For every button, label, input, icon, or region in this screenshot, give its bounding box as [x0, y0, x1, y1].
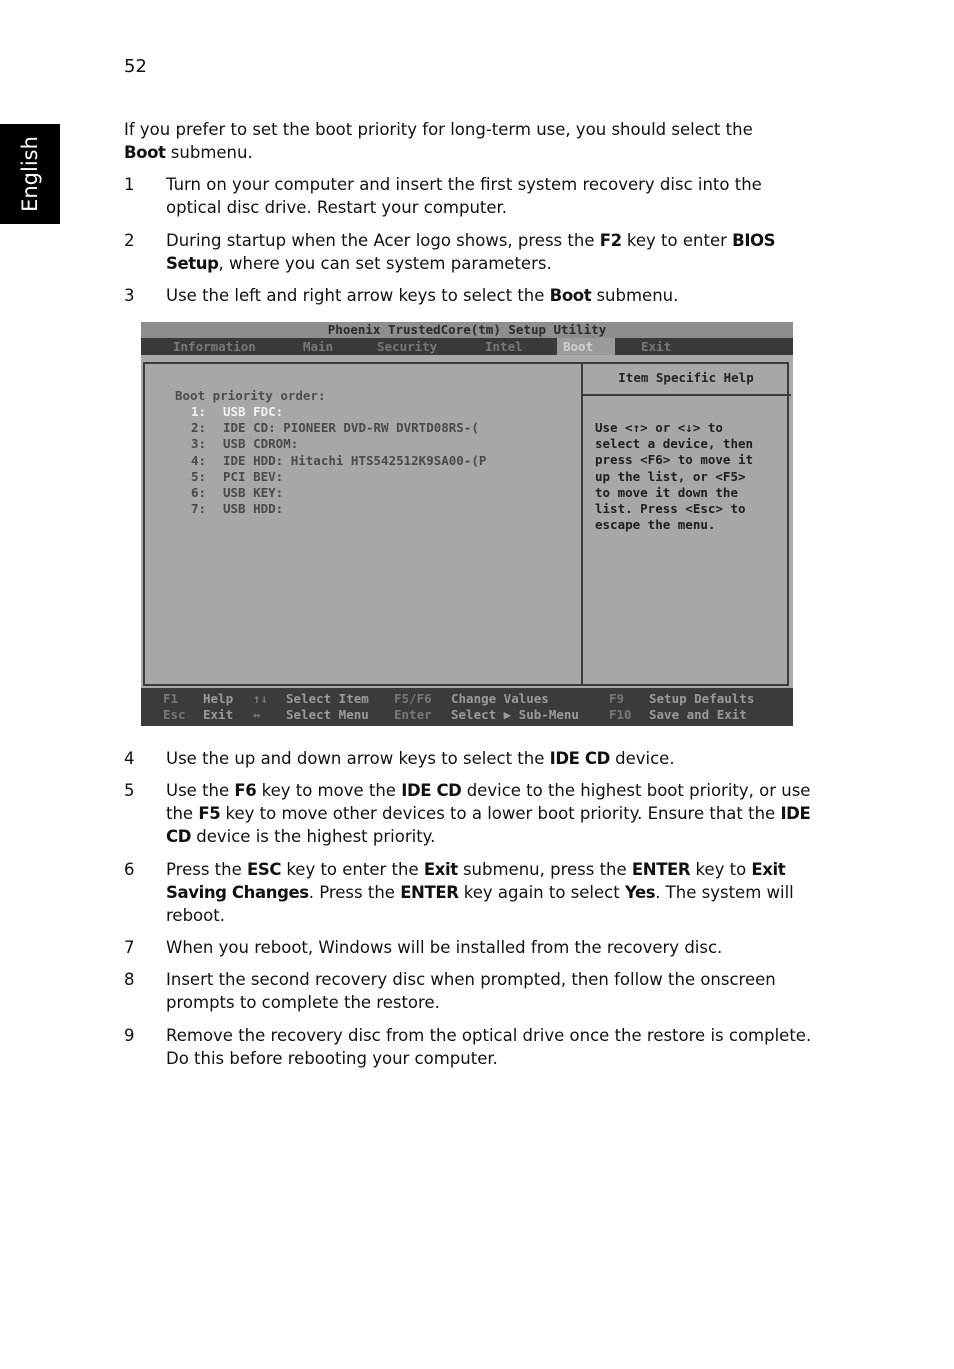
boot-item: 4: IDE HDD: Hitachi HTS542512K9SA00-(P	[191, 452, 487, 468]
step-5	[124, 779, 814, 848]
footer-key-f5f6: F5/F6	[394, 691, 432, 706]
step-text: Use the F6 key to move the IDE CD device to the highest boot priority, or use the F5 key to move other devices to a lower boot priority. Ensure that the IDE CD device is the highest priority.	[166, 781, 811, 846]
intro-keyword: Boot	[124, 143, 166, 162]
bios-footer	[141, 688, 793, 726]
language-tab	[0, 124, 60, 224]
step-1	[124, 173, 814, 219]
step-number: 6	[124, 860, 135, 879]
boot-item: 1: USB FDC:	[191, 404, 284, 419]
boot-priority-list	[191, 404, 486, 517]
step-text: During startup when the Acer logo shows, press the F2 key to enter BIOS Setup, where you can set system parameters.	[166, 231, 776, 273]
footer-key-f10: F10	[609, 707, 632, 722]
step-number: 4	[124, 749, 135, 768]
bios-menu-boot: Boot	[557, 338, 615, 355]
bios-menu-security: Security	[377, 339, 438, 354]
step-text: Turn on your computer and insert the first system recovery disc into the optical disc drive. Restart your computer.	[166, 175, 762, 217]
page-number: 52	[124, 56, 147, 77]
step-text: When you reboot, Windows will be installed from the recovery disc.	[166, 938, 723, 957]
intro-text: If you prefer to set the boot priority for long-term use, you should select the	[124, 120, 753, 139]
boot-item: 3: USB CDROM:	[191, 436, 299, 452]
step-text: Use the up and down arrow keys to select the IDE CD device.	[166, 749, 675, 768]
step-8	[124, 968, 814, 1014]
boot-item: 6: USB KEY:	[191, 484, 284, 500]
footer-select-menu: Select Menu	[286, 707, 369, 722]
step-9	[124, 1024, 814, 1070]
bios-title: Phoenix TrustedCore(tm) Setup Utility	[141, 322, 793, 338]
footer-save-exit: Save and Exit	[649, 707, 747, 722]
step-6	[124, 858, 814, 927]
bios-menu-exit: Exit	[641, 339, 672, 354]
step-number: 1	[124, 175, 135, 194]
footer-setup-defaults: Setup Defaults	[649, 691, 755, 706]
updown-arrows-icon: ↑↓	[253, 691, 269, 706]
step-7	[124, 936, 814, 959]
boot-item: 5: PCI BEV:	[191, 468, 284, 484]
step-4	[124, 747, 814, 770]
footer-key-f1: F1	[163, 691, 179, 706]
leftright-arrows-icon: ↔	[253, 707, 261, 722]
bios-panel-divider	[581, 364, 583, 684]
step-number: 8	[124, 970, 135, 989]
step-text: Press the ESC key to enter the Exit submenu, press the ENTER key to Exit Saving Changes. Press the ENTER key again to select Yes. The system will reboot.	[166, 860, 794, 925]
intro-text-end: submenu.	[165, 143, 253, 162]
step-text: Remove the recovery disc from the optical drive once the restore is complete. Do this before rebooting your computer.	[166, 1026, 812, 1068]
language-tab-label: English	[18, 136, 42, 212]
step-text: Insert the second recovery disc when prompted, then follow the onscreen prompts to complete the restore.	[166, 970, 776, 1012]
bios-menu-information: Information	[173, 339, 256, 354]
step-number: 3	[124, 286, 135, 305]
step-number: 2	[124, 231, 135, 250]
step-3	[124, 284, 814, 307]
step-number: 9	[124, 1026, 135, 1045]
bios-menubar	[141, 338, 793, 355]
boot-order-heading: Boot priority order:	[175, 388, 326, 403]
step-2	[124, 229, 814, 275]
help-header: Item Specific Help	[618, 370, 754, 385]
bios-main-panel	[143, 362, 789, 686]
footer-select-item: Select Item	[286, 691, 369, 706]
step-number: 5	[124, 781, 135, 800]
footer-select-submenu: Select ▶ Sub-Menu	[451, 707, 579, 722]
bios-screenshot	[141, 322, 793, 726]
footer-key-esc: Esc	[163, 707, 186, 722]
boot-item: 7: USB HDD:	[191, 501, 284, 517]
footer-change-values: Change Values	[451, 691, 549, 706]
help-text: Use <↑> or <↓> to select a device, then press <F6> to move it up the list, or <F5> to move it down the list. Press <Esc> to escape the menu.	[595, 420, 754, 533]
step-number: 7	[124, 938, 135, 957]
boot-item: 2: IDE CD: PIONEER DVD-RW DVRTD08RS-(	[191, 420, 479, 436]
bios-menu-main: Main	[303, 339, 334, 354]
bios-menu-intel: Intel	[485, 339, 523, 354]
footer-key-f9: F9	[609, 691, 625, 706]
footer-help: Help	[203, 691, 234, 706]
footer-exit: Exit	[203, 707, 234, 722]
footer-key-enter: Enter	[394, 707, 432, 722]
bios-help-divider	[583, 394, 791, 396]
step-text: Use the left and right arrow keys to select the Boot submenu.	[166, 286, 679, 305]
intro-paragraph	[124, 118, 814, 164]
